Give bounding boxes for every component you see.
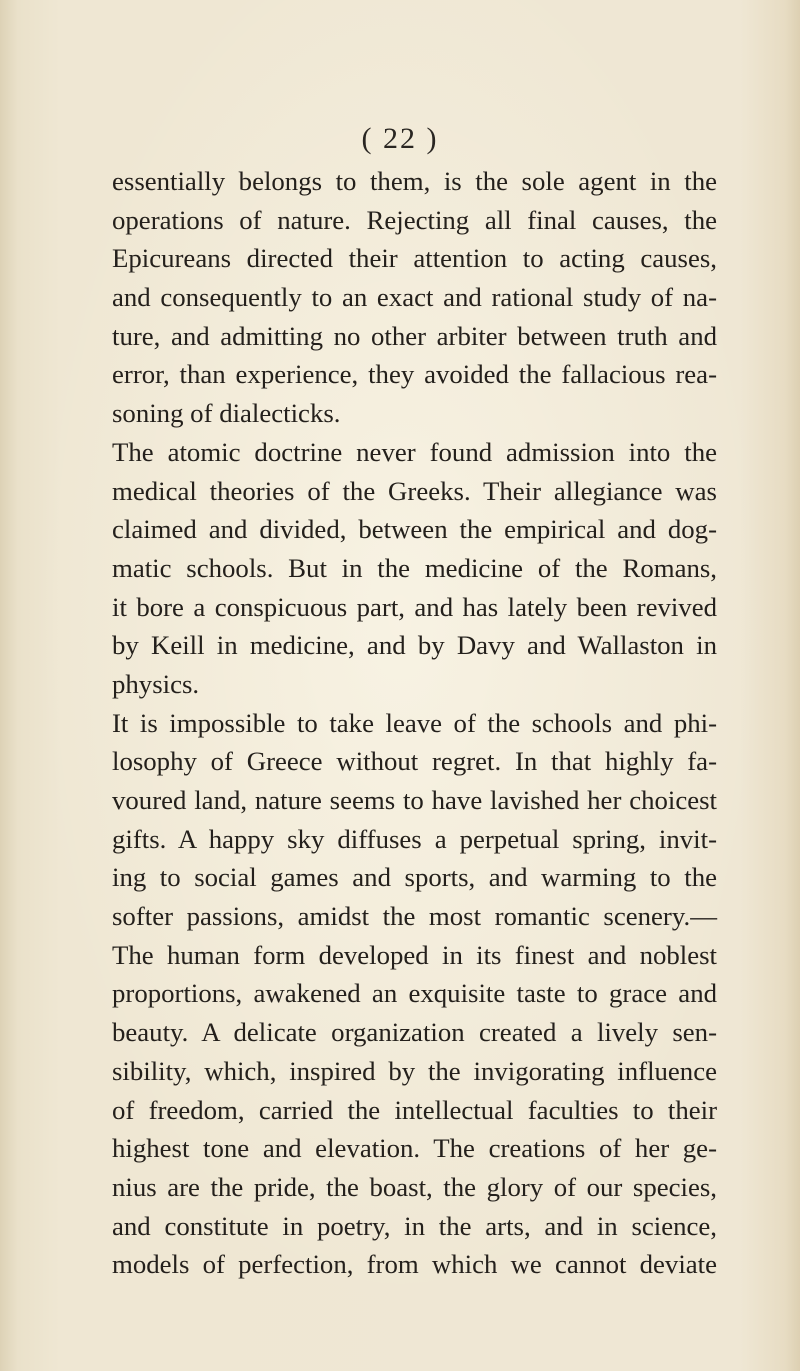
text-line: nius are the pride, the boast, the glory of our species, xyxy=(112,1171,717,1202)
text-line: by Keill in medicine, and by Davy and Wallaston in xyxy=(112,630,717,661)
text-line: matic schools. But in the medicine of the Romans, xyxy=(112,552,717,583)
text-line: beauty. A delicate organization created a lively sen- xyxy=(112,1017,717,1048)
paragraph-end-line: physics. xyxy=(112,668,200,699)
text-line: operations of nature. Rejecting all final causes, the xyxy=(112,204,717,235)
text-line: error, than experience, they avoided the fallacious rea- xyxy=(112,359,717,390)
text-line: voured land, nature seems to have lavished her choicest xyxy=(112,785,717,815)
text-line: ture, and admitting no other arbiter between truth and xyxy=(112,320,717,351)
text-line: The atomic doctrine never found admission into the xyxy=(112,436,717,467)
text-line: and consequently to an exact and rational study of na- xyxy=(112,282,717,313)
text-line: and constitute in poetry, in the arts, and in science, xyxy=(112,1210,717,1241)
text-line: proportions, awakened an exquisite taste to grace and xyxy=(112,978,717,1009)
text-line: of freedom, carried the intellectual faculties to their xyxy=(112,1094,717,1125)
text-line: ing to social games and sports, and warming to the xyxy=(112,862,717,893)
paragraph-end-line: soning of dialecticks. xyxy=(112,398,341,429)
text-line: Epicureans directed their attention to acting causes, xyxy=(112,243,717,274)
text-line: claimed and divided, between the empirical and dog- xyxy=(112,514,717,545)
text-line: models of perfection, from which we cannot deviate xyxy=(112,1249,717,1280)
page-number: ( 22 ) xyxy=(361,122,439,155)
text-line: essentially belongs to them, is the sole agent in the xyxy=(112,166,717,196)
text-line: It is impossible to take leave of the schools and phi- xyxy=(112,707,717,738)
text-line: The human form developed in its finest and noblest xyxy=(112,939,717,970)
text-line: gifts. A happy sky diffuses a perpetual spring, invit- xyxy=(112,823,717,854)
text-line: highest tone and elevation. The creations of her ge- xyxy=(112,1133,717,1164)
body-text xyxy=(112,162,717,1284)
text-line: medical theories of the Greeks. Their allegiance was xyxy=(112,475,717,506)
text-line: sibility, which, inspired by the invigorating influence xyxy=(112,1055,717,1086)
text-line: it bore a conspicuous part, and has lately been revived xyxy=(112,591,717,622)
text-line: softer passions, amidst the most romantic scenery.— xyxy=(112,901,717,932)
text-line: losophy of Greece without regret. In that highly fa- xyxy=(112,746,717,777)
